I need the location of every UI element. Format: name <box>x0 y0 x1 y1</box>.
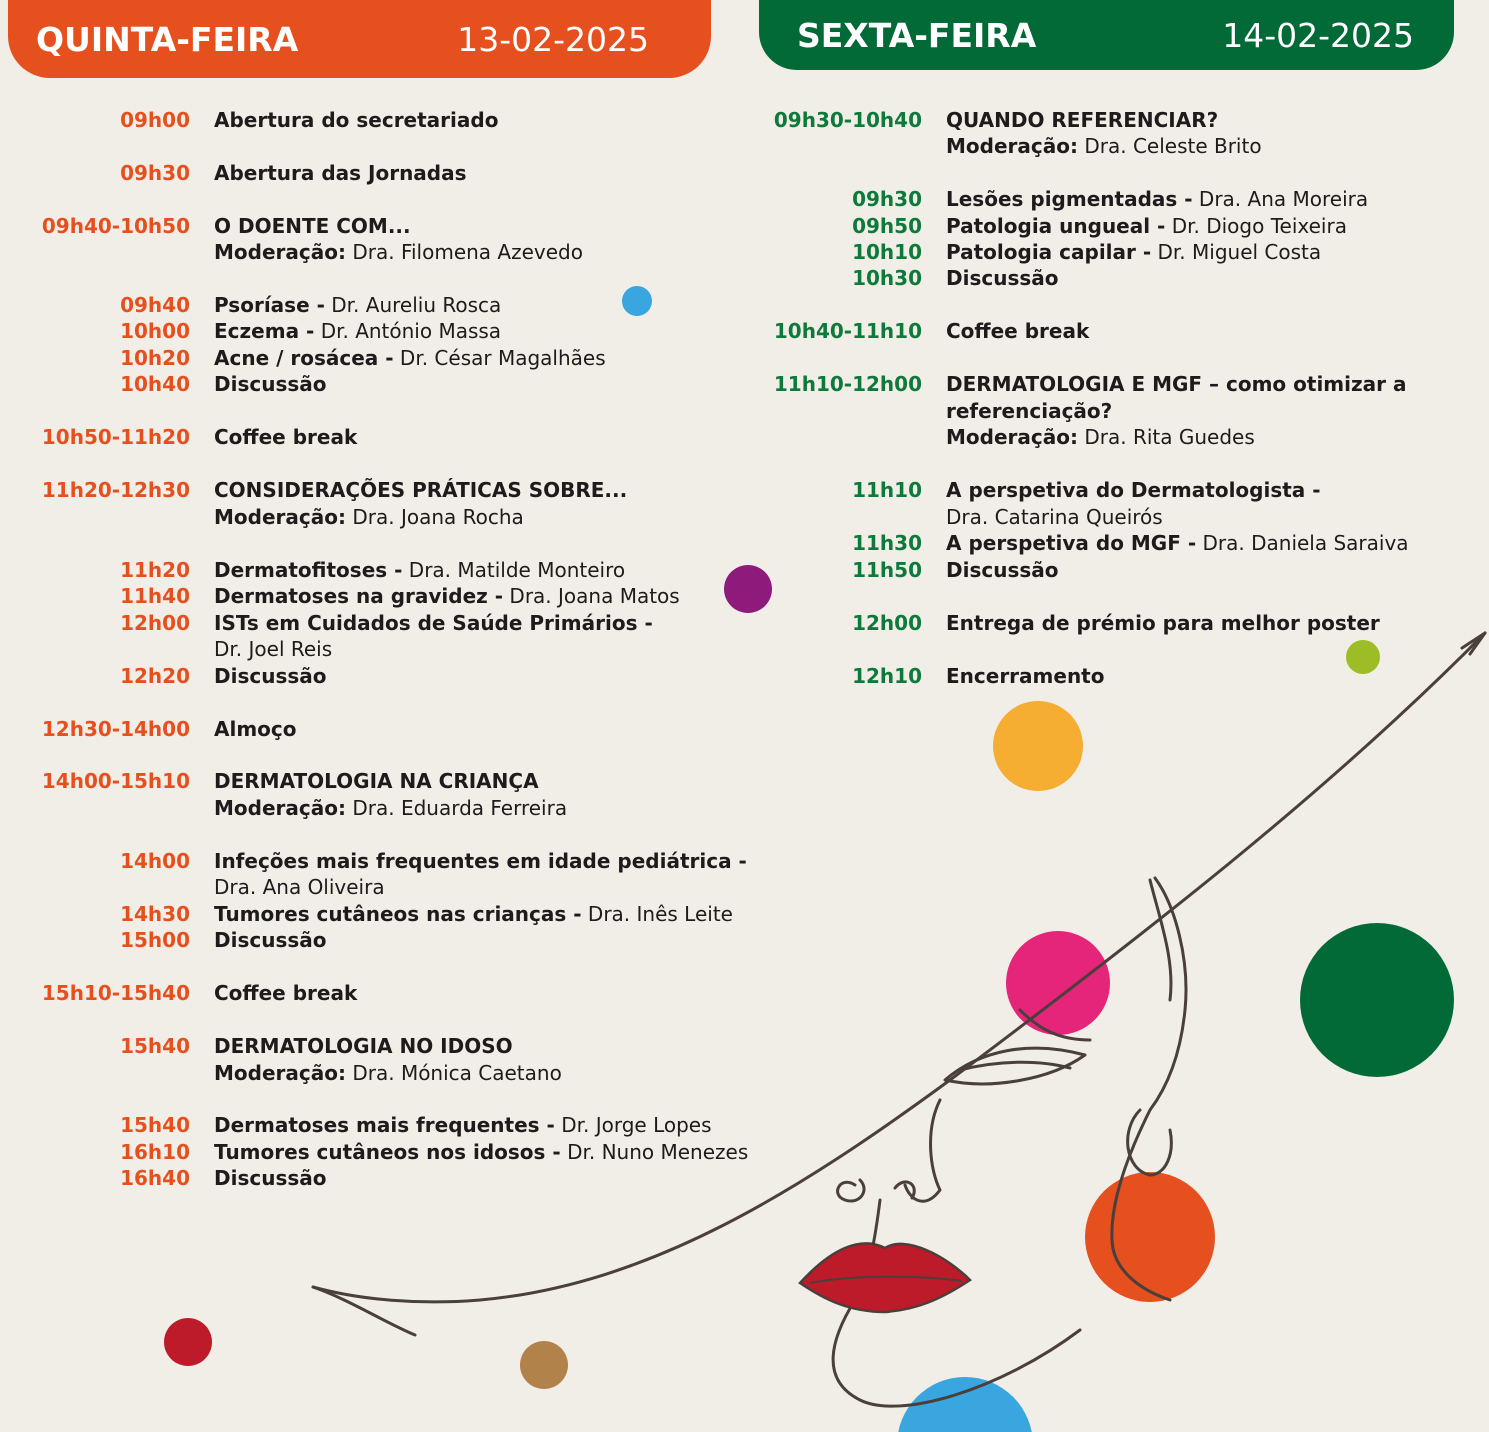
time: 11h50 <box>852 558 922 582</box>
description <box>214 477 627 504</box>
title: Encerramento <box>946 664 1105 688</box>
time: 10h20 <box>120 346 190 370</box>
description <box>214 610 653 637</box>
day-name: SEXTA-FEIRA <box>797 15 1037 55</box>
day-date: 13-02-2025 <box>457 19 649 59</box>
description <box>214 1165 327 1192</box>
time: 11h30 <box>852 531 922 555</box>
speaker-continuation-row <box>0 874 385 901</box>
schedule-row <box>0 768 539 795</box>
title: Acne / rosácea - <box>214 346 394 370</box>
description <box>214 1112 712 1139</box>
schedule-row <box>0 477 627 504</box>
time: 11h20 <box>120 558 190 582</box>
moderator: Dra. Rita Guedes <box>1084 425 1255 449</box>
time: 12h30-14h00 <box>41 717 190 741</box>
description <box>214 371 327 398</box>
description <box>946 265 1059 292</box>
time-empty <box>0 795 190 822</box>
schedule-row <box>732 186 1368 213</box>
time-empty <box>732 398 922 425</box>
speaker: Dr. Joel Reis <box>214 637 333 661</box>
description <box>946 186 1368 213</box>
time: 10h00 <box>120 319 190 343</box>
schedule-row <box>732 318 1089 345</box>
time-empty <box>0 239 190 266</box>
mod-label: Moderação: <box>214 796 346 820</box>
moderation-row <box>0 795 567 822</box>
description <box>214 1139 748 1166</box>
title: Coffee break <box>214 425 358 449</box>
speaker: Dr. Miguel Costa <box>1157 240 1322 264</box>
dot-orange <box>1085 1172 1215 1302</box>
schedule-row <box>0 345 606 372</box>
moderation-row <box>0 504 524 531</box>
time: 09h00 <box>120 108 190 132</box>
mod-label: Moderação: <box>946 134 1078 158</box>
day-date: 14-02-2025 <box>1222 15 1414 55</box>
time: 11h40 <box>120 584 190 608</box>
description <box>214 1060 562 1087</box>
time: 14h30 <box>120 902 190 926</box>
speaker-continuation-row <box>732 504 1163 531</box>
speaker: Dr. Jorge Lopes <box>561 1113 712 1137</box>
description <box>214 318 501 345</box>
dot-lime <box>1346 640 1380 674</box>
description <box>214 504 524 531</box>
title: Tumores cutâneos nas crianças - <box>214 902 582 926</box>
title: Abertura das Jornadas <box>214 161 467 185</box>
time-empty <box>732 424 922 451</box>
time: 11h10 <box>852 478 922 502</box>
schedule-row <box>0 610 653 637</box>
moderator: Dra. Joana Rocha <box>352 505 524 529</box>
schedule-row <box>0 1112 712 1139</box>
dot-red <box>164 1318 212 1366</box>
dot-yellow <box>993 701 1083 791</box>
moderation-row <box>732 424 1255 451</box>
description <box>214 716 297 743</box>
speaker: Dra. Catarina Queirós <box>946 505 1163 529</box>
time: 14h00-15h10 <box>41 769 190 793</box>
description <box>214 980 357 1007</box>
time-empty <box>0 874 190 901</box>
time-empty <box>0 636 190 663</box>
mod-label: Moderação: <box>214 240 346 264</box>
description <box>214 927 327 954</box>
description <box>214 636 332 663</box>
schedule-row <box>0 292 501 319</box>
schedule-row <box>0 927 327 954</box>
time: 12h00 <box>120 611 190 635</box>
schedule-row <box>0 716 297 743</box>
title: A perspetiva do MGF - <box>946 531 1197 555</box>
time: 09h30-10h40 <box>773 108 922 132</box>
description <box>214 160 467 187</box>
time: 12h00 <box>852 611 922 635</box>
description <box>946 371 1406 398</box>
moderation-row <box>0 1060 562 1087</box>
time: 09h50 <box>852 214 922 238</box>
description <box>214 557 625 584</box>
dot-blue-small <box>622 286 652 316</box>
title: ISTs em Cuidados de Saúde Primários - <box>214 611 653 635</box>
moderation-row <box>732 133 1262 160</box>
time: 10h40 <box>120 372 190 396</box>
speaker-continuation-row <box>0 636 332 663</box>
title: CONSIDERAÇÕES PRÁTICAS SOBRE... <box>214 478 628 502</box>
time: 10h40-11h10 <box>773 319 922 343</box>
speaker: Dra. Ana Oliveira <box>214 875 385 899</box>
title: QUANDO REFERENCIAR? <box>946 108 1219 132</box>
description <box>946 133 1262 160</box>
title-continuation-row <box>732 398 1112 425</box>
speaker: Dr. Nuno Menezes <box>567 1140 749 1164</box>
description <box>214 583 680 610</box>
mod-label: Moderação: <box>946 425 1078 449</box>
day-name: QUINTA-FEIRA <box>36 19 299 59</box>
title: O DOENTE COM... <box>214 214 411 238</box>
time: 14h00 <box>120 849 190 873</box>
title: Discussão <box>214 1166 327 1190</box>
time: 16h40 <box>120 1166 190 1190</box>
time: 09h30 <box>852 187 922 211</box>
speaker: Dra. Ana Moreira <box>1198 187 1369 211</box>
time: 09h40-10h50 <box>41 214 190 238</box>
schedule-row <box>0 1139 748 1166</box>
schedule-row <box>732 213 1347 240</box>
title: referenciação? <box>946 399 1113 423</box>
title: Eczema - <box>214 319 315 343</box>
time: 10h30 <box>852 266 922 290</box>
speaker: Dra. Joana Matos <box>509 584 680 608</box>
schedule-row <box>732 107 1218 134</box>
time-empty <box>0 504 190 531</box>
moderator: Dra. Celeste Brito <box>1084 134 1262 158</box>
time: 12h20 <box>120 664 190 688</box>
speaker: Dr. César Magalhães <box>399 346 606 370</box>
schedule-row <box>0 848 747 875</box>
schedule-row <box>732 371 1406 398</box>
title: Patologia ungueal - <box>946 214 1166 238</box>
speaker: Dr. Aureliu Rosca <box>331 293 502 317</box>
description <box>946 610 1380 637</box>
time: 09h30 <box>120 161 190 185</box>
description <box>946 239 1321 266</box>
description <box>946 557 1059 584</box>
description <box>214 901 733 928</box>
description <box>214 107 498 134</box>
schedule-row <box>732 265 1059 292</box>
description <box>214 848 747 875</box>
description <box>214 1033 513 1060</box>
schedule-row <box>732 610 1380 637</box>
time: 10h50-11h20 <box>41 425 190 449</box>
schedule-row <box>0 901 733 928</box>
description <box>214 795 567 822</box>
schedule-row <box>732 477 1321 504</box>
moderation-row <box>0 239 583 266</box>
description <box>214 663 327 690</box>
description <box>214 213 411 240</box>
title: Coffee break <box>946 319 1090 343</box>
dot-brown <box>520 1341 568 1389</box>
title: Almoço <box>214 717 297 741</box>
moderator: Dra. Filomena Azevedo <box>352 240 583 264</box>
title: Discussão <box>946 558 1059 582</box>
dot-green-big <box>1300 923 1454 1077</box>
description <box>946 318 1089 345</box>
title: DERMATOLOGIA NA CRIANÇA <box>214 769 539 793</box>
schedule-row <box>0 213 411 240</box>
description <box>946 504 1163 531</box>
time: 15h10-15h40 <box>41 981 190 1005</box>
schedule-row <box>0 1033 513 1060</box>
title: Coffee break <box>214 981 358 1005</box>
title: Infeções mais frequentes em idade pediátrica - <box>214 849 747 873</box>
dot-pink <box>1006 931 1110 1035</box>
title: Patologia capilar - <box>946 240 1152 264</box>
time: 12h10 <box>852 664 922 688</box>
title: A perspetiva do Dermatologista - <box>946 478 1321 502</box>
description <box>946 398 1112 425</box>
schedule-row <box>732 663 1105 690</box>
title: Dermatofitoses - <box>214 558 403 582</box>
title: Entrega de prémio para melhor poster <box>946 611 1380 635</box>
time: 11h10-12h00 <box>773 372 922 396</box>
title: Discussão <box>214 664 327 688</box>
title: Psoríase - <box>214 293 325 317</box>
description <box>214 239 583 266</box>
time: 15h00 <box>120 928 190 952</box>
speaker: Dra. Matilde Monteiro <box>408 558 626 582</box>
schedule-row <box>0 980 357 1007</box>
time: 16h10 <box>120 1140 190 1164</box>
title: Tumores cutâneos nos idosos - <box>214 1140 561 1164</box>
title: DERMATOLOGIA NO IDOSO <box>214 1034 513 1058</box>
schedule-row <box>0 318 501 345</box>
mod-label: Moderação: <box>214 1061 346 1085</box>
description <box>946 477 1321 504</box>
description <box>946 530 1409 557</box>
title: Dermatoses mais frequentes - <box>214 1113 555 1137</box>
description <box>214 874 385 901</box>
schedule-row <box>732 239 1321 266</box>
description <box>214 424 357 451</box>
schedule-row <box>0 583 680 610</box>
time-empty <box>732 504 922 531</box>
speaker: Dra. Daniela Saraiva <box>1202 531 1409 555</box>
time: 15h40 <box>120 1113 190 1137</box>
speaker: Dr. António Massa <box>320 319 502 343</box>
moderator: Dra. Eduarda Ferreira <box>352 796 568 820</box>
schedule-row <box>0 557 625 584</box>
time: 10h10 <box>852 240 922 264</box>
title: Lesões pigmentadas - <box>946 187 1193 211</box>
title: Discussão <box>946 266 1059 290</box>
description <box>214 292 501 319</box>
description <box>214 768 539 795</box>
title: Discussão <box>214 928 327 952</box>
time: 15h40 <box>120 1034 190 1058</box>
speaker: Dra. Inês Leite <box>587 902 733 926</box>
schedule-row <box>0 424 357 451</box>
moderator: Dra. Mónica Caetano <box>352 1061 562 1085</box>
time-empty <box>0 1060 190 1087</box>
description <box>946 424 1255 451</box>
speaker: Dr. Diogo Teixeira <box>1171 214 1347 238</box>
description <box>946 663 1105 690</box>
schedule-row <box>0 107 498 134</box>
schedule-row <box>0 160 467 187</box>
schedule-row <box>0 663 327 690</box>
schedule-row <box>732 557 1059 584</box>
mod-label: Moderação: <box>214 505 346 529</box>
schedule-row <box>0 1165 327 1192</box>
title: Discussão <box>214 372 327 396</box>
time: 09h40 <box>120 293 190 317</box>
description <box>946 107 1218 134</box>
time-empty <box>732 133 922 160</box>
title: DERMATOLOGIA E MGF – como otimizar a <box>946 372 1407 396</box>
title: Dermatoses na gravidez - <box>214 584 504 608</box>
title: Abertura do secretariado <box>214 108 499 132</box>
schedule-row <box>732 530 1409 557</box>
schedule-row <box>0 371 327 398</box>
time: 11h20-12h30 <box>41 478 190 502</box>
description <box>214 345 606 372</box>
description <box>946 213 1347 240</box>
